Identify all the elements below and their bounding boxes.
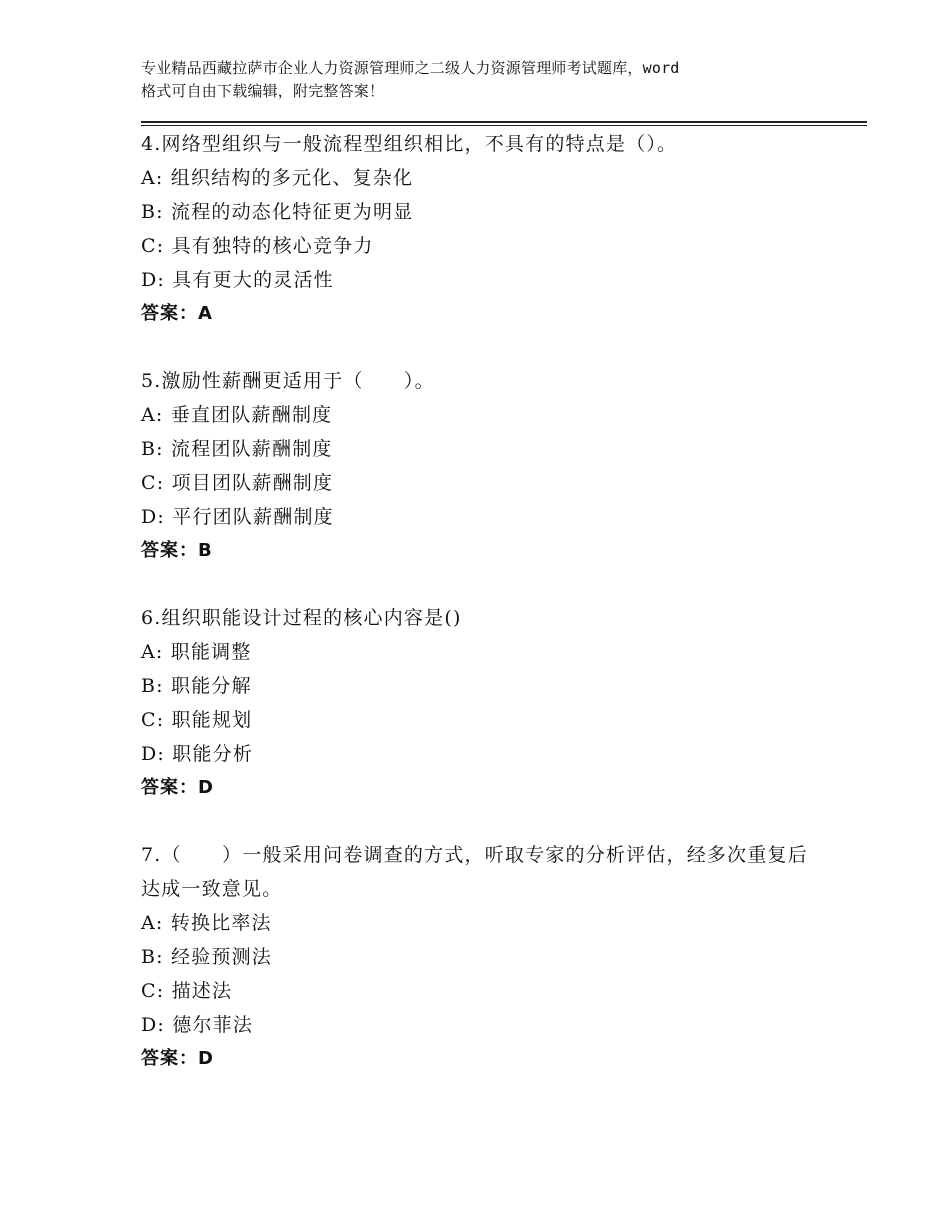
option-c: C: 职能规划 [141,709,253,731]
answer: 答案：D [141,1048,214,1069]
option-d: D: 职能分析 [141,743,254,765]
option-b: B: 流程的动态化特征更为明显 [141,201,414,223]
option-c: C: 描述法 [141,980,233,1002]
option-d: D: 具有更大的灵活性 [141,269,334,291]
option-d: D: 德尔菲法 [141,1014,254,1036]
option-c: C: 项目团队薪酬制度 [141,472,334,494]
option-b: B: 经验预测法 [141,946,273,968]
option-b: B: 流程团队薪酬制度 [141,438,333,460]
question-4 [141,127,821,331]
question-text: 5.激励性薪酬更适用于（ ）。 [141,370,435,392]
header-line-2: 格式可自由下载编辑，附完整答案！ [141,82,385,100]
option-a: A: 组织结构的多元化、复杂化 [141,167,414,189]
question-text: 4.网络型组织与一般流程型组织相比，不具有的特点是（）。 [141,133,678,155]
option-a: A: 职能调整 [141,641,252,663]
header-line-1: 专业精品西藏拉萨市企业人力资源管理师之二级人力资源管理师考试题库，word [141,59,680,77]
document-header [141,57,801,103]
header-divider-thin [141,125,867,126]
question-text: 7.（ ）一般采用问卷调查的方式，听取专家的分析评估，经多次重复后达成一致意见。 [141,844,808,900]
question-list [141,127,821,1109]
option-a: A: 转换比率法 [141,912,272,934]
question-text: 6.组织职能设计过程的核心内容是() [141,607,462,629]
option-c: C: 具有独特的核心竞争力 [141,235,374,257]
answer: 答案：A [141,303,213,324]
question-6 [141,601,821,805]
question-7 [141,838,821,1076]
answer: 答案：D [141,777,214,798]
option-a: A: 垂直团队薪酬制度 [141,404,333,426]
question-5 [141,364,821,568]
option-b: B: 职能分解 [141,675,252,697]
answer: 答案：B [141,540,213,561]
option-d: D: 平行团队薪酬制度 [141,506,334,528]
header-divider-thick [141,121,867,123]
